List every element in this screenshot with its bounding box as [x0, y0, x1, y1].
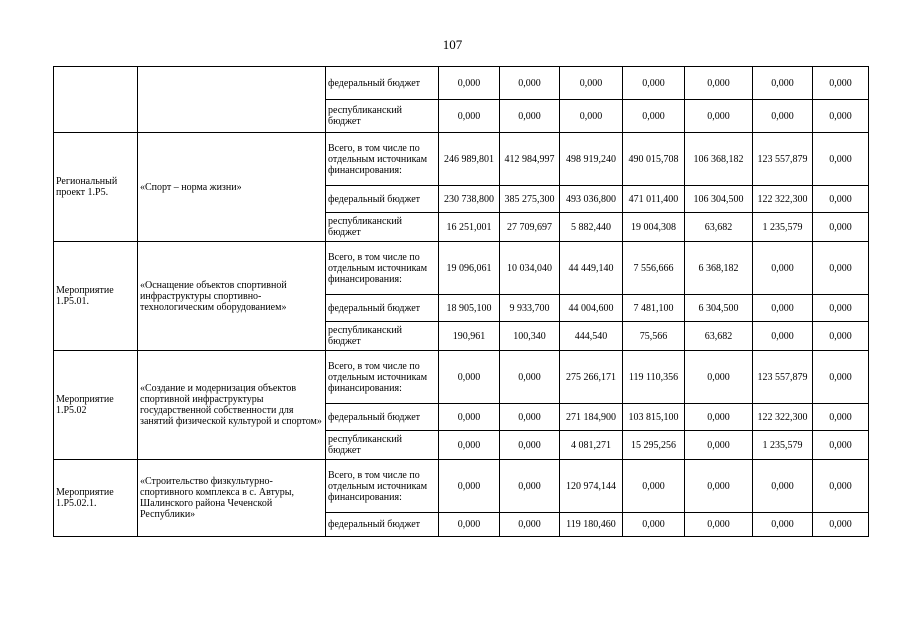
- measure-code-cell: Региональный проект 1.Р5.: [54, 133, 138, 242]
- amount-cell: 123 557,879: [753, 351, 813, 404]
- amount-cell: 16 251,001: [439, 213, 500, 242]
- funding-source-cell: республиканский бюджет: [326, 322, 439, 351]
- amount-cell: 275 266,171: [560, 351, 623, 404]
- amount-cell: 5 882,440: [560, 213, 623, 242]
- amount-cell: 271 184,900: [560, 404, 623, 431]
- amount-cell: 4 081,271: [560, 431, 623, 460]
- amount-cell: 123 557,879: [753, 133, 813, 186]
- amount-cell: 0,000: [500, 460, 560, 513]
- funding-source-cell: Всего, в том числе по отдельным источникам финансирования:: [326, 351, 439, 404]
- amount-cell: 44 449,140: [560, 242, 623, 295]
- amount-cell: 27 709,697: [500, 213, 560, 242]
- amount-cell: 119 110,356: [623, 351, 685, 404]
- amount-cell: 0,000: [623, 100, 685, 133]
- table-row: [54, 351, 869, 404]
- amount-cell: 0,000: [813, 186, 869, 213]
- amount-cell: 122 322,300: [753, 404, 813, 431]
- amount-cell: 0,000: [813, 404, 869, 431]
- amount-cell: 0,000: [753, 100, 813, 133]
- amount-cell: 0,000: [500, 404, 560, 431]
- amount-cell: 493 036,800: [560, 186, 623, 213]
- measure-code-cell: Мероприятие 1.Р5.01.: [54, 242, 138, 351]
- amount-cell: 0,000: [500, 431, 560, 460]
- amount-cell: 0,000: [685, 404, 753, 431]
- amount-cell: 0,000: [753, 460, 813, 513]
- amount-cell: 471 011,400: [623, 186, 685, 213]
- amount-cell: 230 738,800: [439, 186, 500, 213]
- budget-table: [53, 66, 869, 537]
- amount-cell: 0,000: [813, 295, 869, 322]
- funding-source-cell: республиканский бюджет: [326, 213, 439, 242]
- amount-cell: 0,000: [813, 67, 869, 100]
- amount-cell: 0,000: [753, 322, 813, 351]
- funding-source-cell: Всего, в том числе по отдельным источникам финансирования:: [326, 133, 439, 186]
- amount-cell: 0,000: [685, 460, 753, 513]
- page-number: 107: [442, 37, 463, 52]
- amount-cell: 0,000: [753, 295, 813, 322]
- table-row: [54, 133, 869, 186]
- funding-source-cell: Всего, в том числе по отдельным источникам финансирования:: [326, 460, 439, 513]
- amount-cell: 0,000: [813, 513, 869, 537]
- funding-source-cell: федеральный бюджет: [326, 295, 439, 322]
- amount-cell: 0,000: [623, 513, 685, 537]
- amount-cell: 0,000: [753, 513, 813, 537]
- amount-cell: 1 235,579: [753, 213, 813, 242]
- amount-cell: 15 295,256: [623, 431, 685, 460]
- amount-cell: 19 096,061: [439, 242, 500, 295]
- amount-cell: 19 004,308: [623, 213, 685, 242]
- amount-cell: 0,000: [439, 351, 500, 404]
- amount-cell: 0,000: [500, 67, 560, 100]
- amount-cell: 7 481,100: [623, 295, 685, 322]
- amount-cell: 120 974,144: [560, 460, 623, 513]
- measure-code-cell: [54, 67, 138, 133]
- amount-cell: 190,961: [439, 322, 500, 351]
- funding-source-cell: республиканский бюджет: [326, 100, 439, 133]
- amount-cell: 1 235,579: [753, 431, 813, 460]
- amount-cell: 9 933,700: [500, 295, 560, 322]
- amount-cell: 0,000: [439, 431, 500, 460]
- measure-code-cell: Мероприятие 1.Р5.02.1.: [54, 460, 138, 537]
- table-row: [54, 67, 869, 100]
- amount-cell: 75,566: [623, 322, 685, 351]
- amount-cell: 0,000: [685, 67, 753, 100]
- amount-cell: 100,340: [500, 322, 560, 351]
- measure-name-cell: «Создание и модернизация объектов спортивной инфраструктуры государственной собственности для занятий физической культурой и спортом»: [138, 351, 326, 460]
- amount-cell: 63,682: [685, 213, 753, 242]
- amount-cell: 246 989,801: [439, 133, 500, 186]
- amount-cell: 0,000: [623, 67, 685, 100]
- amount-cell: 106 368,182: [685, 133, 753, 186]
- amount-cell: 10 034,040: [500, 242, 560, 295]
- amount-cell: 0,000: [439, 67, 500, 100]
- funding-source-cell: федеральный бюджет: [326, 67, 439, 100]
- amount-cell: 0,000: [813, 431, 869, 460]
- measure-code-cell: Мероприятие 1.Р5.02: [54, 351, 138, 460]
- funding-source-cell: республиканский бюджет: [326, 431, 439, 460]
- amount-cell: 6 304,500: [685, 295, 753, 322]
- amount-cell: 498 919,240: [560, 133, 623, 186]
- funding-source-cell: федеральный бюджет: [326, 513, 439, 537]
- amount-cell: 122 322,300: [753, 186, 813, 213]
- table-row: [54, 242, 869, 295]
- amount-cell: 412 984,997: [500, 133, 560, 186]
- amount-cell: 18 905,100: [439, 295, 500, 322]
- funding-source-cell: Всего, в том числе по отдельным источникам финансирования:: [326, 242, 439, 295]
- amount-cell: 385 275,300: [500, 186, 560, 213]
- amount-cell: 0,000: [685, 100, 753, 133]
- table-body: [54, 67, 869, 537]
- amount-cell: 0,000: [813, 213, 869, 242]
- amount-cell: 0,000: [753, 242, 813, 295]
- amount-cell: 0,000: [500, 513, 560, 537]
- amount-cell: 0,000: [500, 351, 560, 404]
- amount-cell: 0,000: [813, 133, 869, 186]
- amount-cell: 0,000: [439, 100, 500, 133]
- amount-cell: 0,000: [623, 460, 685, 513]
- amount-cell: 0,000: [813, 100, 869, 133]
- measure-name-cell: «Строительство физкультурно-спортивного комплекса в с. Автуры, Шалинского района Чеченской Республики»: [138, 460, 326, 537]
- amount-cell: 0,000: [685, 351, 753, 404]
- amount-cell: 444,540: [560, 322, 623, 351]
- amount-cell: 0,000: [500, 100, 560, 133]
- amount-cell: 106 304,500: [685, 186, 753, 213]
- amount-cell: 0,000: [753, 67, 813, 100]
- amount-cell: 0,000: [813, 460, 869, 513]
- amount-cell: 0,000: [813, 322, 869, 351]
- amount-cell: 6 368,182: [685, 242, 753, 295]
- amount-cell: 0,000: [560, 67, 623, 100]
- amount-cell: 490 015,708: [623, 133, 685, 186]
- amount-cell: 103 815,100: [623, 404, 685, 431]
- funding-source-cell: федеральный бюджет: [326, 186, 439, 213]
- amount-cell: 7 556,666: [623, 242, 685, 295]
- amount-cell: 0,000: [813, 242, 869, 295]
- amount-cell: 0,000: [685, 513, 753, 537]
- measure-name-cell: «Оснащение объектов спортивной инфраструктуры спортивно-технологическим оборудованием»: [138, 242, 326, 351]
- amount-cell: 0,000: [560, 100, 623, 133]
- table-row: [54, 460, 869, 513]
- amount-cell: 44 004,600: [560, 295, 623, 322]
- amount-cell: 63,682: [685, 322, 753, 351]
- amount-cell: 0,000: [685, 431, 753, 460]
- amount-cell: 0,000: [439, 460, 500, 513]
- measure-name-cell: [138, 67, 326, 133]
- amount-cell: 0,000: [439, 404, 500, 431]
- amount-cell: 0,000: [439, 513, 500, 537]
- measure-name-cell: «Спорт – норма жизни»: [138, 133, 326, 242]
- amount-cell: 0,000: [813, 351, 869, 404]
- funding-source-cell: федеральный бюджет: [326, 404, 439, 431]
- amount-cell: 119 180,460: [560, 513, 623, 537]
